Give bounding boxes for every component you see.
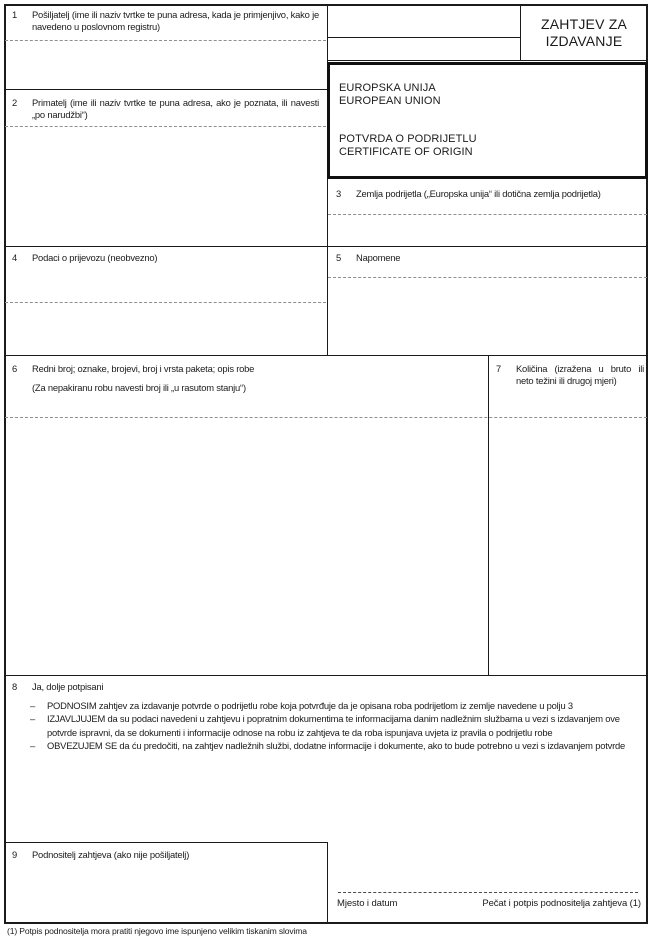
bullet-dash: – — [30, 713, 36, 725]
eu-union-name-en: EUROPEAN UNION — [339, 95, 441, 107]
dashed-line-box1 — [5, 40, 326, 41]
box-6-label — [12, 363, 480, 394]
place-date-label: Mjesto i datum — [337, 898, 398, 909]
bullet-dash: – — [30, 700, 36, 711]
declaration-text-izjavljujem: IZJAVLJUJEM da su podaci navedeni u zahtjevu i popratnim dokumentima te informacijama danim nadležnim službama u vezi s izdavanjem ove potvrde ispravni, da se dokumenti i informacije odnose na robu iz zahtjeva te da roba ispunjava uvjeta iz pravila o podrijetlu robe — [47, 713, 620, 738]
box-1-label — [12, 9, 319, 33]
box-4-label-text: Podaci o prijevozu (neobvezno) — [32, 252, 158, 263]
box-3-label-text: Zemlja podrijetla („Europska unija“ ili dotična zemlja podrijetla) — [356, 188, 601, 199]
divider-row-4-5-top — [4, 246, 648, 247]
eu-certificate-title-box — [327, 62, 648, 179]
box-7-number: 7 — [496, 363, 502, 374]
box-3-number: 3 — [336, 188, 342, 199]
dashed-line-box4 — [5, 302, 326, 303]
divider-box6-box7 — [488, 355, 489, 675]
declaration-bullet — [30, 712, 642, 739]
stamp-signature-label: Pečat i potpis podnositelja zahtjeva (1) — [482, 898, 641, 909]
box-4-number: 4 — [12, 252, 18, 263]
declaration-bullet — [30, 699, 642, 712]
box-5-number: 5 — [336, 252, 342, 263]
box-9-label-text: Podnositelj zahtjeva (ako nije pošiljatelj) — [32, 849, 190, 860]
divider-box9-top — [4, 842, 327, 843]
dashed-line-box2 — [5, 126, 326, 127]
box-9-number: 9 — [12, 849, 18, 860]
bullet-dash: – — [30, 740, 36, 752]
declaration-text-obvezujem: OBVEZUJEM SE da ću predočiti, na zahtjev nadležnih službi, dodatne informacije i dokumente, ako to bude potrebno u vezi s izdavanjem potvrde — [47, 740, 626, 752]
divider-box1-box2 — [4, 89, 327, 90]
box-5-label-text: Napomene — [356, 252, 401, 263]
divider-header-cell — [327, 37, 520, 38]
box-6-label-line1: Redni broj; oznake, brojevi, broj i vrsta paketa; opis robe — [32, 363, 255, 374]
divider-row-6-7-top — [4, 355, 648, 356]
box-2-label — [12, 97, 319, 121]
box-6-label-line2: (Za nepakiranu robu navesti broj ili „u rasutom stanju“) — [32, 382, 246, 394]
box-1-number: 1 — [12, 9, 18, 20]
declaration-bullet — [30, 739, 642, 752]
dashed-line-box3 — [328, 214, 647, 215]
box-9-label — [12, 849, 319, 861]
divider-box9-right — [327, 842, 328, 924]
box-8-label — [12, 681, 642, 693]
dashed-line-box6-box7 — [5, 417, 647, 418]
box-6-number: 6 — [12, 363, 18, 374]
divider-main-vertical — [327, 4, 328, 355]
divider-header-bottom — [327, 60, 648, 61]
box-2-number: 2 — [12, 97, 18, 108]
box-8-number: 8 — [12, 681, 18, 692]
certificate-title-en: CERTIFICATE OF ORIGIN — [339, 146, 473, 158]
box-3-label — [336, 188, 642, 200]
certificate-title-hr: POTVRDA O PODRIJETLU — [339, 133, 477, 145]
box-1-label-text: Pošiljatelj (ime ili naziv tvrtke te puna adresa, kada je primjenjivo, kako je navedeno u poslovnom registru) — [32, 9, 319, 32]
eu-union-name-hr: EUROPSKA UNIJA — [339, 82, 436, 94]
box-8-label-text: Ja, dolje potpisani — [32, 681, 104, 692]
box-4-label — [12, 252, 319, 264]
form-title: ZAHTJEV ZA IZDAVANJE — [540, 15, 627, 49]
box-2-label-text: Primatelj (ime ili naziv tvrtke te puna adresa, ako je poznata, ili navesti „po narudžbi“) — [32, 97, 319, 120]
box-7-label-text: Količina (izražena u bruto ili neto težini ili drugoj mjeri) — [516, 363, 644, 386]
dashed-line-box5 — [328, 277, 647, 278]
declaration-list — [30, 699, 642, 753]
box-6-label-text — [32, 363, 480, 394]
signature-line — [338, 892, 638, 893]
signature-labels — [337, 898, 641, 909]
box-7-label — [496, 363, 644, 387]
declaration-text-podnosim: PODNOSIM zahtjev za izdavanje potvrde o podrijetlu robe koja potvrđuje da je opisana roba podrijetlom iz zemlje navedene u polju 3 — [47, 700, 573, 711]
divider-box8-top — [4, 675, 648, 676]
footnote: (1) Potpis podnositelja mora pratiti njegovo ime ispunjeno velikim tiskanim slovima — [7, 926, 307, 936]
box-5-label — [336, 252, 642, 264]
